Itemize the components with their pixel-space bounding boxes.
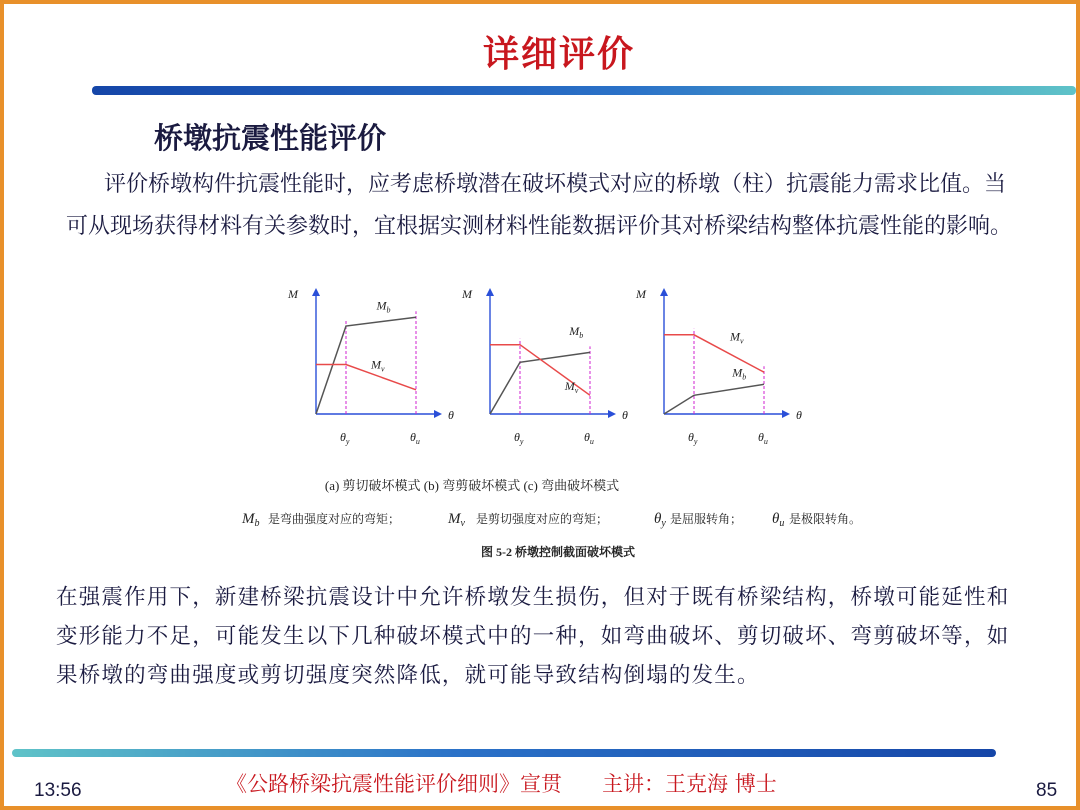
legend-thy-desc: 是屈服转角；: [670, 512, 743, 526]
footer-course: 《公路桥梁抗震性能评价细则》宣贯: [226, 772, 562, 796]
panel-3-tick-thy: $\theta_y$: [688, 430, 698, 446]
damage-paragraph: 在强震作用下，新建桥梁抗震设计中允许桥墩发生损伤，但对于既有桥梁结构，桥墩可能延性和变形能力不足，可能发生以下几种破坏模式中的一种，如弯曲破坏、剪切破坏、弯剪破坏等，如果桥墩的弯曲强度或剪切强度突然降低，就可能导致结构倒塌的发生。: [56, 585, 1010, 688]
legend-thu-desc: 是极限转角。: [789, 512, 862, 526]
footer-time: 13:56: [34, 780, 82, 801]
legend-mv-symbol: $M_v$: [448, 511, 465, 529]
footer-course-speaker: [226, 768, 777, 798]
legend-mb-desc: 是弯曲强度对应的弯矩；: [268, 512, 401, 526]
panel-2-tick-thy: $\theta_y$: [514, 430, 524, 446]
failure-mode-charts: [234, 282, 914, 562]
figure-caption: 图 5-2 桥墩控制截面破坏模式: [481, 545, 635, 559]
panel-1-y-label: M: [288, 287, 298, 301]
panel-3-mv-label: $M_v$: [730, 329, 744, 346]
footer-speaker: 主讲：王克海 博士: [602, 772, 777, 796]
panel-1-tick-thu: $\theta_u$: [410, 430, 420, 446]
title-divider-bar: [92, 86, 1076, 95]
legend-mb-symbol: $M_b$: [242, 511, 260, 529]
panel-2-mv-label: $M_v$: [564, 378, 579, 395]
legend-mv-desc: 是剪切强度对应的弯矩；: [476, 512, 609, 526]
intro-paragraph: 评价桥墩构件抗震性能时，应考虑桥墩潜在破坏模式对应的桥墩（柱）抗震能力需求比值。当可从现场获得材料有关参数时，宜根据实测材料性能数据评价其对桥梁结构整体抗震性能的影响。: [66, 172, 1013, 239]
panel-1-mb-label: $M_b$: [376, 298, 391, 315]
panel-3-x-label: θ: [796, 408, 802, 422]
legend-thy-symbol: $\theta_y$: [654, 511, 666, 529]
panel-1-tick-thy: $\theta_y$: [340, 430, 350, 446]
legend-thu-symbol: $\theta_u$: [772, 511, 785, 529]
page-number: 85: [1036, 780, 1058, 801]
panel-2-y-label: M: [462, 287, 472, 301]
section-subtitle: 桥墩抗震性能评价: [154, 121, 387, 155]
failure-mode-figure: [234, 282, 914, 562]
slide-title: 详细评价: [482, 34, 635, 75]
panel-3-mb-label: $M_b$: [732, 365, 747, 382]
panel-2-x-label: θ: [622, 408, 628, 422]
footer-divider-bar: [12, 749, 996, 757]
panel-1-x-label: θ: [448, 408, 454, 422]
panel-3-tick-thu: $\theta_u$: [758, 430, 768, 446]
panel-2-tick-thu: $\theta_u$: [584, 430, 594, 446]
panel-1-mv-label: $M_v$: [371, 357, 385, 374]
panel-2-mb-line: [490, 352, 590, 414]
panel-2-mb-label: $M_b$: [569, 323, 584, 340]
panel-3-mb-line: [664, 384, 764, 414]
panel-3-y-label: M: [636, 287, 646, 301]
panel-1-mb-line: [316, 317, 416, 414]
panel-3-mv-line: [664, 335, 764, 372]
subplot-captions: (a) 剪切破坏模式 (b) 弯剪破坏模式 (c) 弯曲破坏模式: [324, 478, 620, 493]
figure-legend: [241, 511, 861, 529]
